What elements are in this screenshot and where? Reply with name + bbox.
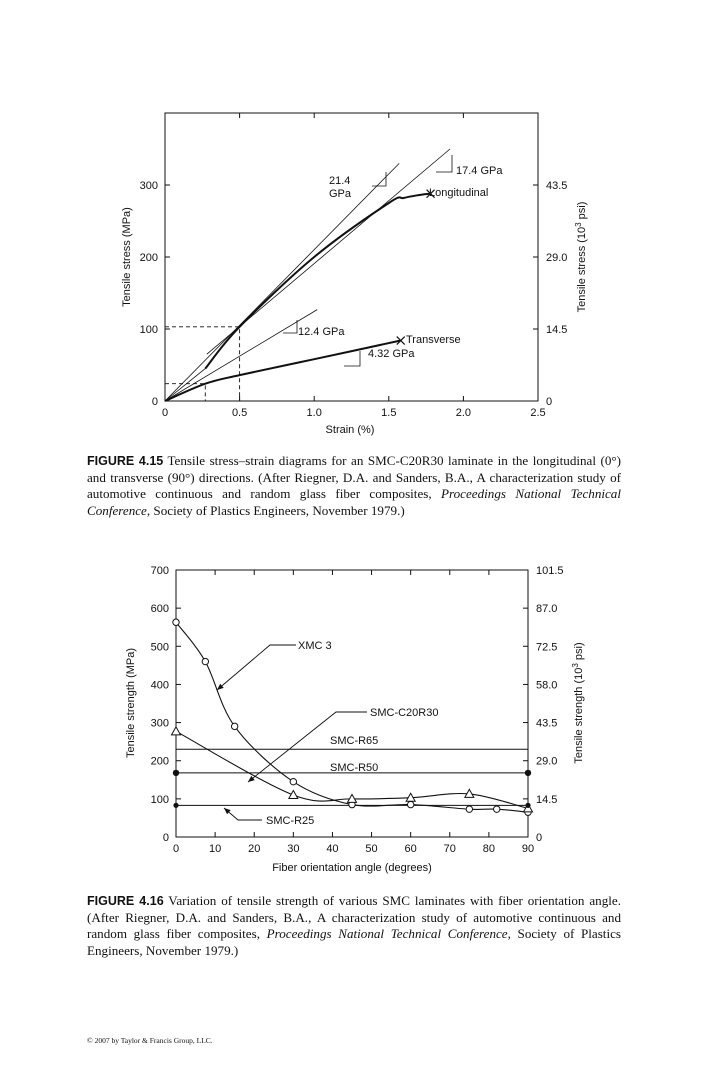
y-tick-label-right: 29.0 xyxy=(536,755,558,768)
y-axis-label-right: Tensile strength ($10^3$ psi) xyxy=(570,642,585,764)
x-tick-label: 80 xyxy=(482,843,496,855)
y-tick-label: 300 xyxy=(150,717,169,730)
copyright-footer: © 2007 by Taylor & Francis Group, LLC. xyxy=(87,1036,213,1045)
data-point-xmc-3 xyxy=(202,658,208,664)
y-tick-label-right: 0 xyxy=(546,396,553,408)
data-point-xmc-3 xyxy=(494,806,500,812)
r50-label: SMC-R50 xyxy=(330,762,379,774)
modulus-lines xyxy=(165,149,452,401)
y-tick-label-right: 14.5 xyxy=(546,324,568,336)
y-tick-label: 400 xyxy=(150,679,169,692)
y-tick-label: 0 xyxy=(151,396,158,408)
data-point-xmc-3 xyxy=(231,723,237,729)
transverse-label: Transverse xyxy=(406,334,461,346)
annotations xyxy=(298,165,503,360)
data-point-xmc-3 xyxy=(466,806,472,812)
modulus-21-label-line1: 21.4 xyxy=(329,175,351,187)
xmc3-label: XMC 3 xyxy=(298,640,332,652)
marker-group xyxy=(172,619,533,815)
caption-text: Variation of tensile strength of various SMC laminates with fiber orientation angle. (After Riegner, D.A. and Sanders, B.A., A characterization study of automotive continuous and random glass fiber composites, xyxy=(87,893,621,942)
y-axis-label: Tensile stress (MPa) xyxy=(121,207,133,307)
y-ticks xyxy=(151,565,564,844)
y-tick-label-right: 87.0 xyxy=(536,603,558,616)
y-tick-label: 300 xyxy=(139,180,158,192)
longitudinal-label: Longitudinal xyxy=(429,187,489,199)
data-point-smc-c20r30 xyxy=(172,727,181,735)
c20r30-label: SMC-C20R30 xyxy=(370,707,439,719)
series-group xyxy=(165,190,435,401)
x-tick-label: 40 xyxy=(326,843,339,855)
y-tick-label-right: 29.0 xyxy=(546,252,568,264)
figure-4-15-caption xyxy=(87,453,621,519)
data-point-smc-r25 xyxy=(525,803,530,808)
figure-4-16-caption xyxy=(87,893,621,959)
x-ticks xyxy=(162,113,546,419)
slope-triangle xyxy=(436,155,452,172)
y-tick-label-right: 43.5 xyxy=(536,717,558,730)
data-point-smc-r50 xyxy=(525,770,531,776)
x-tick-label: 90 xyxy=(521,843,535,855)
data-point-smc-r25 xyxy=(173,803,178,808)
caption-tail: , Society of Plastics Engineers, November 1979.) xyxy=(146,502,405,518)
y-tick-label-right: 58.0 xyxy=(536,679,558,692)
y-ticks xyxy=(140,180,568,408)
x-tick-label: 1.5 xyxy=(381,407,397,419)
caption-tail: , Society of Plastics Engineers, November 1979.) xyxy=(87,926,621,958)
y-tick-label-right: 101.5 xyxy=(536,565,564,577)
r25-label: SMC-R25 xyxy=(266,815,315,827)
x-axis-label: Fiber orientation angle (degrees) xyxy=(272,862,432,874)
x-axis-label: Strain (%) xyxy=(325,424,375,436)
x-tick-label: 0 xyxy=(161,407,169,419)
x-tick-label: 70 xyxy=(443,843,456,855)
y-tick-label-right: 0 xyxy=(536,832,543,844)
y-tick-label: 200 xyxy=(139,252,158,264)
y-tick-label: 600 xyxy=(150,603,169,616)
caption-italic: Proceedings National Technical Conference xyxy=(87,486,621,518)
y-tick-label: 200 xyxy=(150,755,169,768)
figure-4-15-chart xyxy=(0,100,705,445)
y-tick-label-right: 43.5 xyxy=(546,180,568,192)
x-tick-label: 10 xyxy=(208,843,222,855)
slope-triangle xyxy=(283,320,297,333)
x-tick-label: 0 xyxy=(172,843,180,855)
y-tick-label: 700 xyxy=(150,565,169,577)
modulus-21-label-line2: GPa xyxy=(329,188,352,200)
x-tick-label: 2.5 xyxy=(530,407,546,419)
figure-label: FIGURE 4.16 xyxy=(87,894,164,908)
x-tick-label: 50 xyxy=(365,843,378,855)
leader-arrowhead xyxy=(248,776,255,782)
plot-frame xyxy=(165,113,538,401)
y-tick-label: 0 xyxy=(162,832,169,844)
y-tick-label-right: 72.5 xyxy=(536,641,558,654)
modulus-17-label: 17.4 GPa xyxy=(456,165,503,177)
modulus-12-label: 12.4 GPa xyxy=(298,326,345,338)
x-tick-label: 30 xyxy=(287,843,300,855)
data-point-xmc-3 xyxy=(407,801,413,807)
series-group xyxy=(176,622,528,812)
figure-4-16-chart xyxy=(0,558,705,888)
modulus-4-label: 4.32 GPa xyxy=(368,348,415,360)
y-tick-label: 100 xyxy=(139,324,158,336)
y-axis-label: Tensile strength (MPa) xyxy=(125,647,137,759)
x-tick-label: 0.5 xyxy=(231,407,248,419)
series-line-transverse xyxy=(165,341,401,402)
data-point-xmc-3 xyxy=(173,619,179,625)
figure-label: FIGURE 4.15 xyxy=(87,454,164,468)
caption-text: Tensile stress–strain diagrams for an SMC-C20R30 laminate in the longitudinal (0°) and transverse (90°) directions. (After Riegner, D.A. and Sanders, B.A., A characterization study of automotive continuous and random glass fiber composites, xyxy=(87,453,621,502)
data-point-smc-r50 xyxy=(173,770,179,776)
x-tick-label: 20 xyxy=(248,843,261,855)
x-tick-label: 1.0 xyxy=(306,407,322,419)
leader-line xyxy=(217,645,296,690)
y-axis-label-right: Tensile stress ($10^3$ psi) xyxy=(573,201,588,313)
series-line-xmc-3 xyxy=(176,622,528,812)
x-tick-label: 2.0 xyxy=(455,407,472,419)
y-tick-label: 100 xyxy=(150,793,169,806)
data-point-xmc-3 xyxy=(290,778,296,784)
longitudinal-initial-segment xyxy=(165,369,205,401)
caption-italic: Proceedings National Technical Conference xyxy=(266,926,508,942)
data-point-smc-c20r30 xyxy=(289,791,298,799)
data-point-smc-c20r30 xyxy=(348,794,357,802)
x-tick-label: 60 xyxy=(404,843,417,855)
y-tick-label-right: 14.5 xyxy=(536,793,558,806)
y-tick-label: 500 xyxy=(150,641,169,654)
r65-label: SMC-R65 xyxy=(330,735,379,747)
